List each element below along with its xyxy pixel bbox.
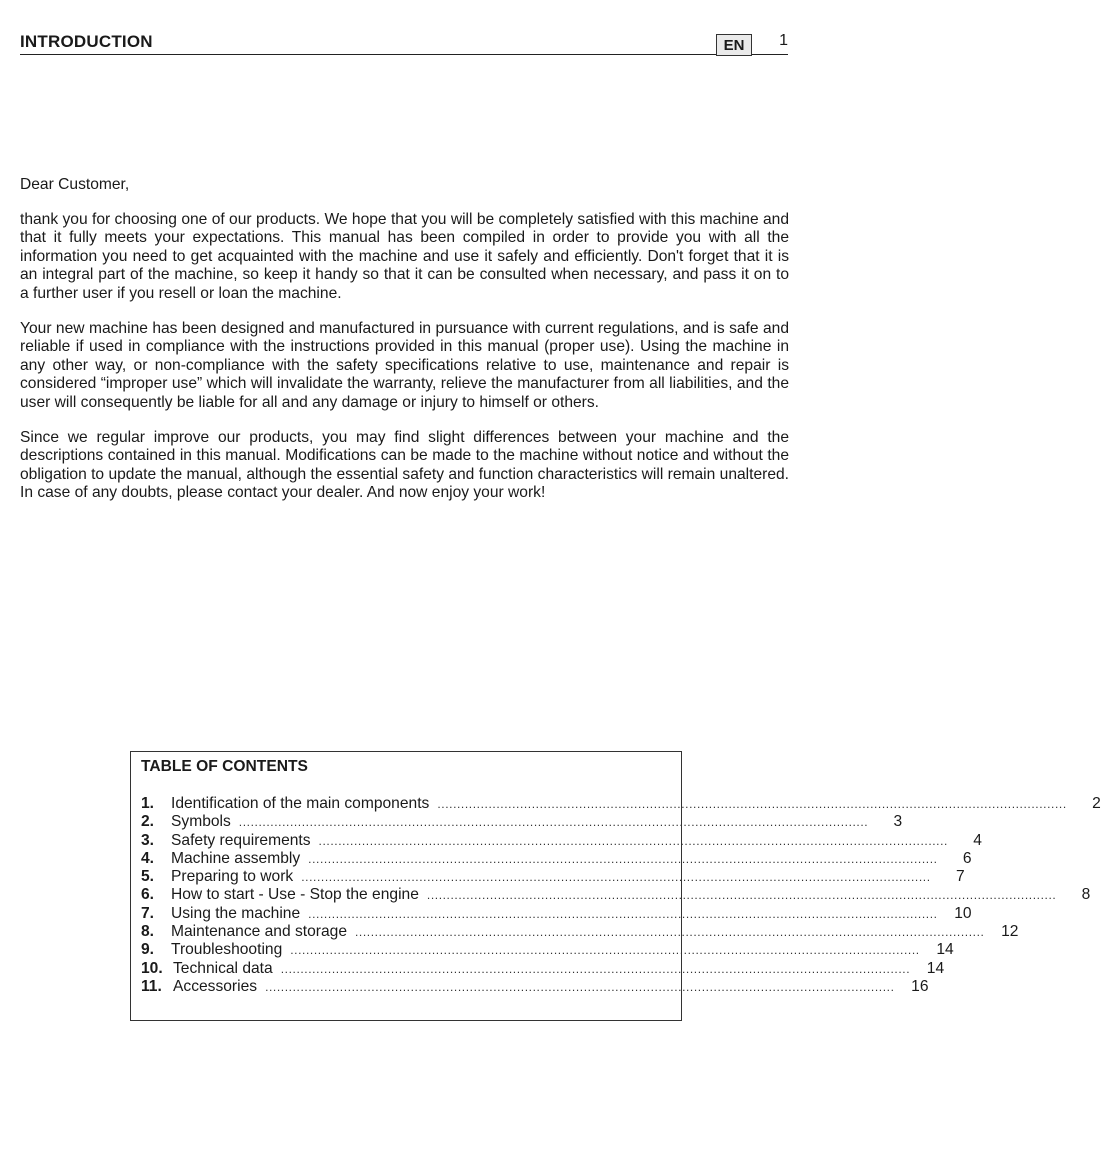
toc-entry[interactable]	[141, 923, 1019, 941]
toc-entry-label: Accessories	[173, 977, 258, 995]
language-badge: EN	[716, 34, 752, 56]
toc-dot-leader: ................................................................................................................................................................	[290, 943, 920, 958]
paragraph-thanks: thank you for choosing one of our products. We hope that you will be completely satisfied with this machine and that it fully meets your expectations. This manual has been compiled in order to provide you with all the information you need to get acquainted with the machine and use it safely and efficiently. Don't forget that it is an integral part of the machine, so keep it handy so that it can be consulted when necessary, and pass it on to a further user if you resell or loan the machine.	[20, 210, 789, 302]
toc-entry-label: Safety requirements	[171, 831, 311, 849]
toc-entry[interactable]	[141, 941, 954, 959]
toc-entry-number: 2.	[141, 813, 155, 831]
paragraph-proper-use: Your new machine has been designed and manufactured in pursuance with current regulations, and is safe and reliable if used in compliance with the instructions provided in this manual (proper use). Using the machine in any other way, or non-compliance with the safety specifications relative to use, maintenance and repair is considered “improper use” which will invalidate the warranty, relieve the manufacturer from all liabilities, and the user will consequently be liable for all and any damage or injury to himself or others.	[20, 319, 789, 411]
toc-entry-number: 6.	[141, 886, 155, 904]
section-title: INTRODUCTION	[20, 32, 153, 51]
toc-dot-leader: ................................................................................................................................................................	[265, 979, 895, 994]
paragraph-improvements: Since we regular improve our products, you may find slight differences between your machine and the descriptions contained in this manual. Modifications can be made to the machine without notice and without the obligation to update the manual, although the essential safety and function characteristics will remain unaltered. In case of any doubts, please contact your dealer. And now enjoy your work!	[20, 428, 789, 502]
toc-dot-leader: ................................................................................................................................................................	[238, 815, 869, 830]
toc-entry-number: 8.	[141, 923, 155, 941]
toc-entry-label: Technical data	[173, 959, 273, 977]
toc-entry-label: Using the machine	[171, 904, 301, 922]
toc-entry-number: 10.	[141, 959, 163, 977]
toc-entry-number: 5.	[141, 868, 155, 886]
toc-entry-page: 2	[1092, 795, 1101, 812]
toc-entry-number: 3.	[141, 831, 155, 849]
toc-entry-label: Identification of the main components	[171, 795, 430, 812]
toc-entry-number: 11.	[141, 977, 162, 995]
toc-entry[interactable]	[141, 831, 982, 850]
toc-entry-page: 3	[893, 813, 903, 831]
toc-entry-number: 7.	[141, 904, 155, 922]
toc-dot-leader: ................................................................................................................................................................	[280, 961, 911, 976]
toc-entry-page: 8	[1081, 886, 1091, 904]
toc-entry[interactable]	[141, 904, 972, 923]
greeting: Dear Customer,	[20, 176, 130, 193]
introduction-text	[20, 176, 789, 519]
toc-dot-leader: ................................................................................................................................................................	[437, 797, 1067, 811]
toc-entry-number: 9.	[141, 941, 155, 959]
page-header	[20, 30, 788, 55]
toc-dot-leader: ................................................................................................................................................................	[301, 870, 931, 885]
toc-title: TABLE OF CONTENTS	[141, 758, 308, 775]
toc-entry-label: Maintenance and storage	[171, 923, 347, 941]
toc-entry-page: 10	[954, 904, 972, 922]
toc-entry-label: Troubleshooting	[171, 941, 283, 959]
toc-dot-leader: ................................................................................................................................................................	[308, 851, 938, 866]
toc-entry[interactable]	[141, 849, 972, 868]
toc-entry-label: Symbols	[171, 813, 231, 831]
page-number: 1	[779, 32, 788, 49]
toc-entry-page: 14	[936, 941, 954, 959]
toc-entry-number: 4.	[141, 849, 155, 867]
toc-entry[interactable]	[141, 886, 1091, 904]
toc-entry[interactable]	[141, 795, 1101, 813]
table-of-contents	[130, 751, 1101, 1021]
toc-entry-page: 16	[911, 977, 929, 995]
toc-list	[141, 795, 1101, 996]
toc-dot-leader: ................................................................................................................................................................	[426, 888, 1057, 903]
toc-entry[interactable]	[141, 959, 945, 978]
toc-entry-page: 7	[955, 868, 965, 886]
toc-entry-label: Preparing to work	[171, 868, 294, 886]
toc-entry-page: 14	[926, 959, 945, 977]
toc-entry-page: 4	[973, 831, 982, 849]
toc-entry[interactable]	[141, 977, 929, 996]
toc-entry-page: 6	[962, 849, 972, 867]
toc-dot-leader: ................................................................................................................................................................	[308, 906, 938, 921]
toc-entry-number: 1.	[141, 795, 155, 812]
toc-dot-leader: ................................................................................................................................................................	[318, 833, 948, 848]
toc-entry-label: Machine assembly	[171, 849, 301, 867]
toc-entry-page: 12	[1001, 923, 1019, 941]
toc-entry[interactable]	[141, 813, 903, 831]
toc-entry-label: How to start - Use - Stop the engine	[171, 886, 419, 904]
toc-dot-leader: ................................................................................................................................................................	[355, 925, 985, 940]
toc-entry[interactable]	[141, 868, 965, 886]
